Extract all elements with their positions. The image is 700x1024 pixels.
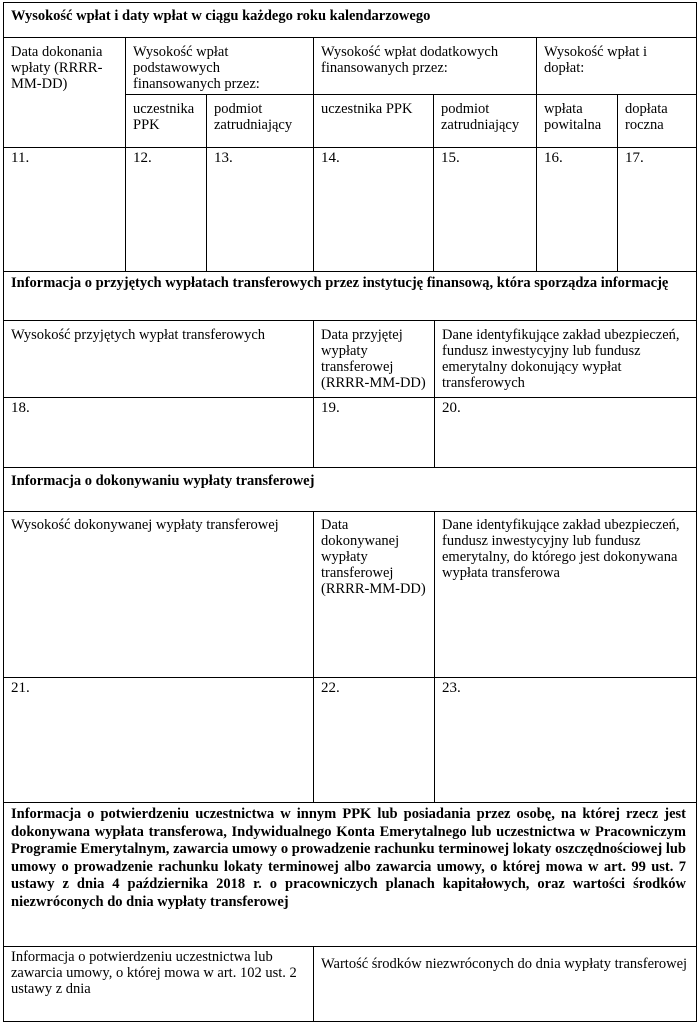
- additional-employer-subheader: podmiot zatrudniający: [433, 94, 537, 148]
- bonus-payments-header: Wysokość wpłat i dopłat:: [536, 37, 697, 95]
- welcome-payment-subheader: wpłata powitalna: [536, 94, 618, 148]
- section-2-title: Informacja o przyjętych wypłatach transferowych przez instytucję finansową, która sporządza informację: [3, 271, 697, 321]
- transfer-information-form: [3, 2, 697, 1022]
- annual-bonus-subheader: dopłata roczna: [617, 94, 697, 148]
- field-20[interactable]: 20.: [434, 397, 697, 468]
- section-4-title: Informacja o potwierdzeniu uczestnictwa w innym PPK lub posiadania przez osobę, na której rzecz jest dokonywana wypłata transferowa, Indywidualnego Konta Emerytalnego lub uczestnictwa w Pracowniczym Programie Emerytalnym, zawarcia umowy o prowadzenie rachunku terminowej lokaty oszczędnościowej lub umowy o prowadzenie rachunku lokaty terminowej albo zawarcia umowy, o której mowa w art. 99 ust. 7 ustawy z dnia 4 października 2018 r. o pracowniczych planach kapitałowych, oraz wartości środków niezwróconych do dnia wypłaty transferowej: [3, 802, 697, 947]
- additional-payments-header: Wysokość wpłat dodatkowych finansowanych przez:: [313, 37, 537, 95]
- field-23[interactable]: 23.: [434, 677, 697, 803]
- field-21[interactable]: 21.: [3, 677, 314, 803]
- basic-employer-subheader: podmiot zatrudniający: [206, 94, 314, 148]
- transfer-date-header: Data dokonywanej wypłaty transferowej (RRRR-MM-DD): [313, 511, 435, 678]
- additional-participant-subheader: uczestnika PPK: [313, 94, 434, 148]
- unreturned-value-header: Wartość środków niezwróconych do dnia wypłaty transferowej: [313, 946, 697, 1022]
- field-11[interactable]: 11.: [3, 147, 126, 272]
- field-19[interactable]: 19.: [313, 397, 435, 468]
- transfer-ident-header: Dane identyfikujące zakład ubezpieczeń, fundusz inwestycyjny lub fundusz emerytalny, do którego jest dokonywana wypłata transferowa: [434, 511, 697, 678]
- field-14[interactable]: 14.: [313, 147, 434, 272]
- payment-date-header: Data dokonania wpłaty (RRRR-MM-DD): [3, 37, 126, 148]
- field-16[interactable]: 16.: [536, 147, 618, 272]
- section-1-title: Wysokość wpłat i daty wpłat w ciągu każdego roku kalendarzowego: [3, 2, 697, 38]
- received-ident-header: Dane identyfikujące zakład ubezpieczeń, fundusz inwestycyjny lub fundusz emerytalny dokonujący wypłat transferowych: [434, 320, 697, 398]
- transfer-amount-header: Wysokość dokonywanej wypłaty transferowej: [3, 511, 314, 678]
- field-17[interactable]: 17.: [617, 147, 697, 272]
- basic-participant-subheader: uczestnika PPK: [125, 94, 207, 148]
- received-date-header: Data przyjętej wypłaty transferowej (RRRR-MM-DD): [313, 320, 435, 398]
- confirmation-info-header: Informacja o potwierdzeniu uczestnictwa lub zawarcia umowy, o której mowa w art. 102 ust. 2 ustawy z dnia: [3, 946, 314, 1022]
- field-22[interactable]: 22.: [313, 677, 435, 803]
- field-12[interactable]: 12.: [125, 147, 207, 272]
- field-13[interactable]: 13.: [206, 147, 314, 272]
- field-15[interactable]: 15.: [433, 147, 537, 272]
- received-amount-header: Wysokość przyjętych wypłat transferowych: [3, 320, 314, 398]
- basic-payments-header: Wysokość wpłat podstawowych finansowanych przez:: [125, 37, 314, 95]
- section-3-title: Informacja o dokonywaniu wypłaty transferowej: [3, 467, 697, 512]
- field-18[interactable]: 18.: [3, 397, 314, 468]
